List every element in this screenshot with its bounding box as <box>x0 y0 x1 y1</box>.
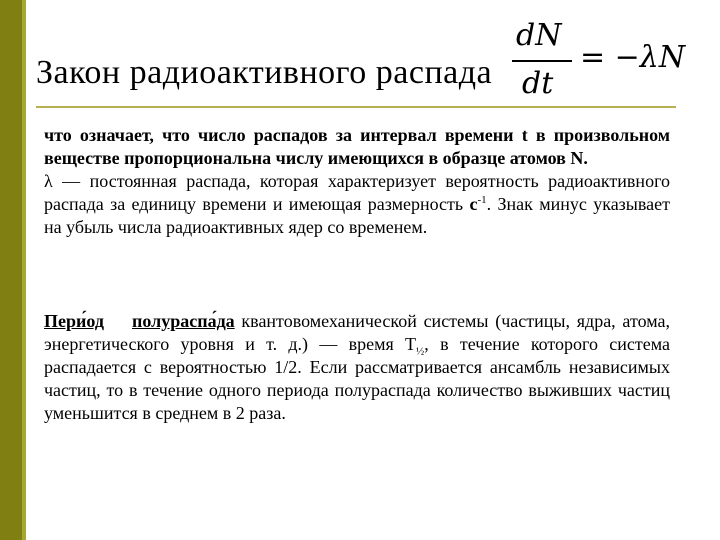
unit-base: с <box>469 194 478 214</box>
paragraph-decay-law <box>44 124 670 239</box>
decay-constant-text: — постоянная распада, которая характеризует вероятность радиоактивного распада за единицу времени и имеющая размерность <box>44 171 670 214</box>
half-life-definition: квантовомеханической системы (частицы, ядра, атома, энергетического уровня и т. д.) — время T <box>44 311 670 354</box>
decay-law-statement: что означает, что число распадов за интервал времени t в произвольном веществе пропорциональна числу имеющихся в образце атомов N. <box>44 125 670 168</box>
term-half-decay: полураспа́да <box>131 311 235 331</box>
formula-right-side: = −λN <box>580 40 686 75</box>
formula-denominator: dt <box>522 66 554 101</box>
title-divider <box>36 106 676 108</box>
slide-title: Закон радиоактивного распада <box>36 54 493 91</box>
left-sidebar-bar <box>0 0 22 540</box>
left-sidebar-accent <box>22 0 26 540</box>
minus-sign-text: . Знак минус указывает на убыль числа радиоактивных ядер со временем. <box>44 194 670 237</box>
decay-formula <box>508 14 694 104</box>
lambda-symbol: λ <box>44 171 53 191</box>
paragraph-half-life <box>44 310 670 425</box>
t-subscript: ½ <box>416 345 425 358</box>
formula-numerator: dN <box>516 18 562 53</box>
unit-exponent: -1 <box>477 194 487 206</box>
term-period: Пери́од <box>44 311 104 331</box>
formula-fraction-bar <box>512 60 572 62</box>
half-life-explanation: , в течение которого система распадается с вероятностью 1/2. Если рассматривается ансамбль независимых частиц, то в течение одного периода полураспада количество выживших частиц уменьшится в среднем в 2 раза. <box>44 334 670 423</box>
